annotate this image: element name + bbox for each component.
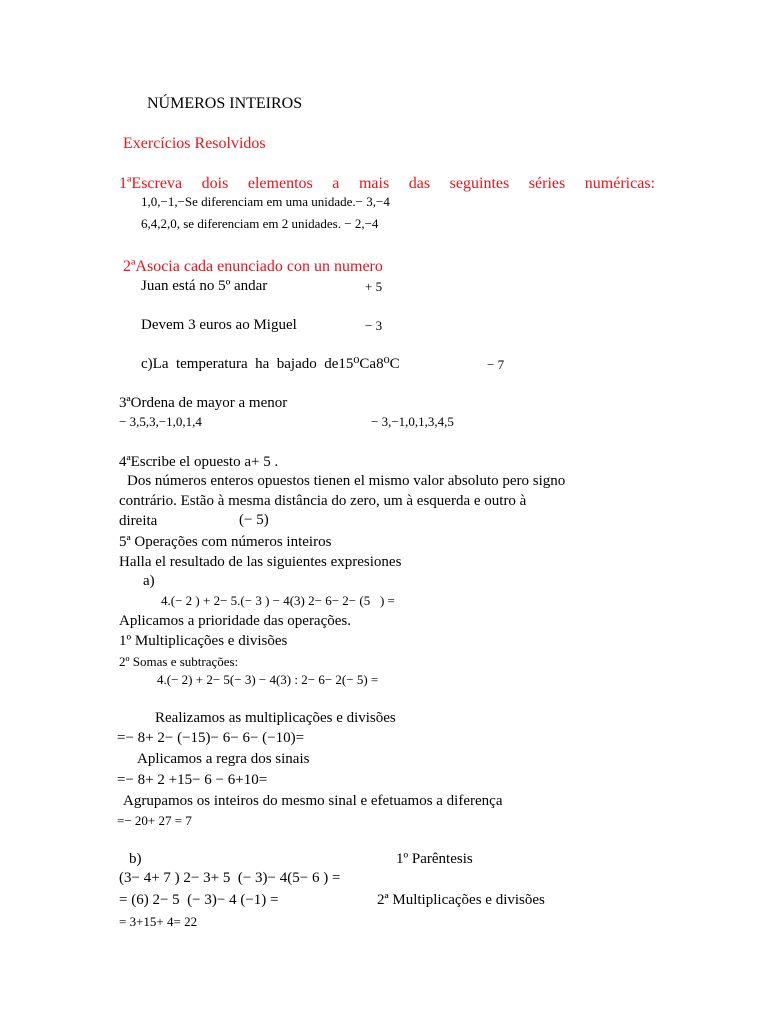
exercise-3-heading: 3ªOrdena de mayor a menor [119, 395, 288, 411]
exercise-2-item-2: Devem 3 euros ao Miguel [141, 317, 297, 333]
exercise-5-intro: Halla el resultado de las siguientes expresiones [119, 554, 402, 570]
exercise-2-item-1: Juan está no 5º andar [141, 278, 268, 294]
exercise-5b-step-1: 1º Parêntesis [396, 851, 473, 867]
exercise-2-answer-1: + 5 [365, 279, 383, 294]
exercise-5b-label: b) [129, 851, 142, 867]
exercise-4-heading: 4ªEscribe el opuesto a+ 5 . [119, 454, 279, 470]
exercise-2-answer-3: − 7 [487, 357, 505, 372]
exercise-3-given: − 3,5,3,−1,0,1,4 [119, 414, 202, 429]
exercise-5b-step-2: 2ª Multiplicações e divisões [377, 892, 545, 908]
exercise-4-line-2: contrário. Estão à mesma distância do zero, um à esquerda e outro à [119, 493, 527, 509]
priority-note: Aplicamos a prioridade das operações. [119, 613, 351, 629]
exercise-5b-expression-2: = (6) 2− 5 (− 3)− 4 (−1) = [119, 892, 279, 908]
result-line-3: =− 20+ 27 = 7 [117, 813, 192, 828]
section-subtitle: Exercícios Resolvidos [123, 135, 266, 152]
realize-note: Realizamos as multiplicações e divisões [155, 710, 396, 726]
exercise-4-line-1: Dos números enteros opuestos tienen el mismo valor absoluto pero signo [127, 473, 566, 489]
signs-note: Aplicamos a regra dos sinais [137, 751, 310, 767]
group-note: Agrupamos os inteiros do mesmo sinal e efetuamos a diferença [123, 793, 503, 809]
step-1-label: 1º Multiplicações e divisões [119, 633, 288, 649]
exercise-5-heading: 5ª Operações com números inteiros [119, 534, 332, 550]
page-title: NÚMEROS INTEIROS [147, 95, 303, 112]
exercise-1-line-2: 6,4,2,0, se diferenciam em 2 unidades. − 2,−4 [141, 216, 379, 231]
step-2-label: 2º Somas e subtrações: [119, 654, 239, 669]
result-line-2: =− 8+ 2 +15− 6 − 6+10= [117, 772, 268, 788]
result-line-1: =− 8+ 2− (−15)− 6− 6− (−10)= [117, 730, 305, 746]
exercise-5a-label: a) [143, 573, 155, 589]
exercise-2-item-3: c)La temperatura ha bajado de15⁰Ca8⁰C [141, 356, 400, 372]
exercise-3-answer: − 3,−1,0,1,3,4,5 [371, 414, 454, 429]
exercise-1-heading: 1ªEscreva dois elementos a mais das seguintes séries numéricas: [119, 175, 655, 192]
exercise-5b-result: = 3+15+ 4= 22 [119, 914, 198, 929]
exercise-4-answer: (− 5) [239, 512, 269, 528]
exercise-4-line-3: direita [119, 513, 158, 529]
exercise-5b-expression: (3− 4+ 7 ) 2− 3+ 5 (− 3)− 4(5− 6 ) = [119, 870, 341, 886]
exercise-2-answer-2: − 3 [365, 318, 383, 333]
exercise-5a-expression-2: 4.(− 2) + 2− 5(− 3) − 4(3) : 2− 6− 2(− 5) = [157, 672, 379, 687]
exercise-5a-expression: 4.(− 2 ) + 2− 5.(− 3 ) − 4(3) 2− 6− 2− (5 ) = [161, 593, 395, 608]
exercise-1-line-1: 1,0,−1,−Se diferenciam em uma unidade.− 3,−4 [141, 194, 390, 209]
exercise-2-heading: 2ªAsocia cada enunciado con un numero [123, 258, 383, 275]
